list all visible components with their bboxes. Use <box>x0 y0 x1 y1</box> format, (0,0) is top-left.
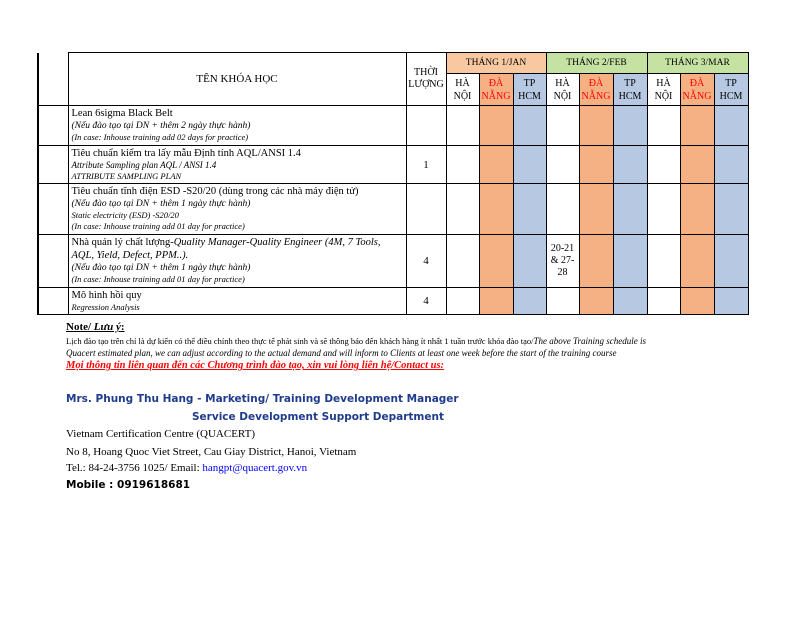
notes-section <box>66 321 656 371</box>
city-header-hcm: TP HCM <box>513 74 546 106</box>
course-cell <box>68 106 406 146</box>
course-cell <box>68 235 406 288</box>
table-row <box>38 184 748 235</box>
duration-cell: 4 <box>406 288 446 315</box>
contact-prompt: Mọi thông tin liên quan đến các Chương trình đào tạo, xin vui lòng liên hệ/Contact us: <box>66 360 445 371</box>
city-header-hanoi: HÀ NỘI <box>647 74 680 106</box>
contact-person: Mrs. Phung Thu Hang - Marketing/ Training Development Manager <box>66 393 459 405</box>
contact-tel-email: Tel.: 84-24-3756 1025/ Email: hangpt@quacert.gov.vn <box>66 462 308 474</box>
header-duration-line1: THỜI <box>414 67 438 78</box>
course-cell <box>68 184 406 235</box>
course-note-en: Regression Analysis <box>71 302 140 312</box>
course-note-en: Static electricity (ESD) -S20/20 <box>71 210 179 220</box>
course-name: Lean 6sigma Black Belt <box>71 108 173 119</box>
duration-cell: 1 <box>406 146 446 184</box>
city-header-hanoi: HÀ NỘI <box>446 74 479 106</box>
month-header-mar: THÁNG 3/MAR <box>647 53 748 74</box>
city-header-hcm: TP HCM <box>714 74 748 106</box>
course-name: Tiêu chuẩn kiểm tra lấy mẫu Định tính AQL/ANSI 1.4 <box>71 148 301 159</box>
course-note-en-2: (In case: Inhouse training add 01 day for practice) <box>71 221 245 231</box>
course-cell <box>68 146 406 184</box>
month-header-jan: THÁNG 1/JAN <box>446 53 546 74</box>
course-name: Nhà quản lý chất lượng-Quality Manager-Quality Engineer (4M, 7 Tools, AQL, Yield, Defect, PPM..). <box>71 237 381 261</box>
course-note-en-2: ATTRIBUTE SAMPLING PLAN <box>71 171 182 181</box>
header-duration <box>406 53 446 106</box>
contact-address: No 8, Hoang Quoc Viet Street, Cau Giay District, Hanoi, Vietnam <box>66 446 357 458</box>
course-note-vn: (Nếu đào tạo tại DN + thêm 2 ngày thực hành) <box>71 121 251 131</box>
course-name: Tiêu chuẩn tĩnh điện ESD -S20/20 (dùng trong các nhà máy điện tử) <box>71 186 359 197</box>
duration-cell: 4 <box>406 235 446 288</box>
duration-cell <box>406 184 446 235</box>
course-note-en: (In case: Inhouse training add 01 day for practice) <box>71 274 245 284</box>
notes-body: Lịch đào tạo trên chỉ là dự kiến có thể điều chỉnh theo thực tế phát sinh và sẽ thông báo đến khách hàng ít nhất 1 tuần trước khóa đào tạo/The above Training schedule is Quacert estimated plan, we can adjust according to the actual demand and will inform to Clients at least one week before the start of the training course <box>66 336 646 358</box>
header-course-name: TÊN KHÓA HỌC <box>68 53 406 106</box>
training-schedule-table <box>37 52 749 315</box>
contact-organization: Vietnam Certification Centre (QUACERT) <box>66 428 255 440</box>
course-note-en: (In case: Inhouse training add 02 days for practice) <box>71 132 249 142</box>
city-header-danang: ĐÀ NẴNG <box>479 74 513 106</box>
notes-title: Note/ Lưu ý: <box>66 321 125 333</box>
table-row <box>38 288 748 315</box>
email-link[interactable]: hangpt@quacert.gov.vn <box>202 462 308 474</box>
table-row <box>38 235 748 288</box>
header-duration-line2: LƯỢNG <box>408 79 444 90</box>
city-header-danang: ĐÀ NẴNG <box>680 74 714 106</box>
contact-mobile: Mobile : 0919618681 <box>66 479 191 491</box>
schedule-dates: 20-21 & 27-28 <box>546 235 579 288</box>
course-note-en: Attribute Sampling plan AQL / ANSI 1.4 <box>71 160 217 170</box>
course-note-vn: (Nếu đào tạo tại DN + thêm 1 ngày thực hành) <box>71 199 251 209</box>
city-header-hanoi: HÀ NỘI <box>546 74 579 106</box>
month-header-feb: THÁNG 2/FEB <box>546 53 647 74</box>
city-header-hcm: TP HCM <box>613 74 647 106</box>
course-note-vn: (Nếu đào tạo tại DN + thêm 1 ngày thực hành) <box>71 263 251 273</box>
course-name: Mô hình hồi quy <box>71 290 142 301</box>
margin-cell <box>38 53 68 106</box>
contact-department: Service Development Support Department <box>192 411 444 423</box>
city-header-danang: ĐÀ NẴNG <box>579 74 613 106</box>
course-cell <box>68 288 406 315</box>
table-row <box>38 146 748 184</box>
duration-cell <box>406 106 446 146</box>
table-row <box>38 106 748 146</box>
